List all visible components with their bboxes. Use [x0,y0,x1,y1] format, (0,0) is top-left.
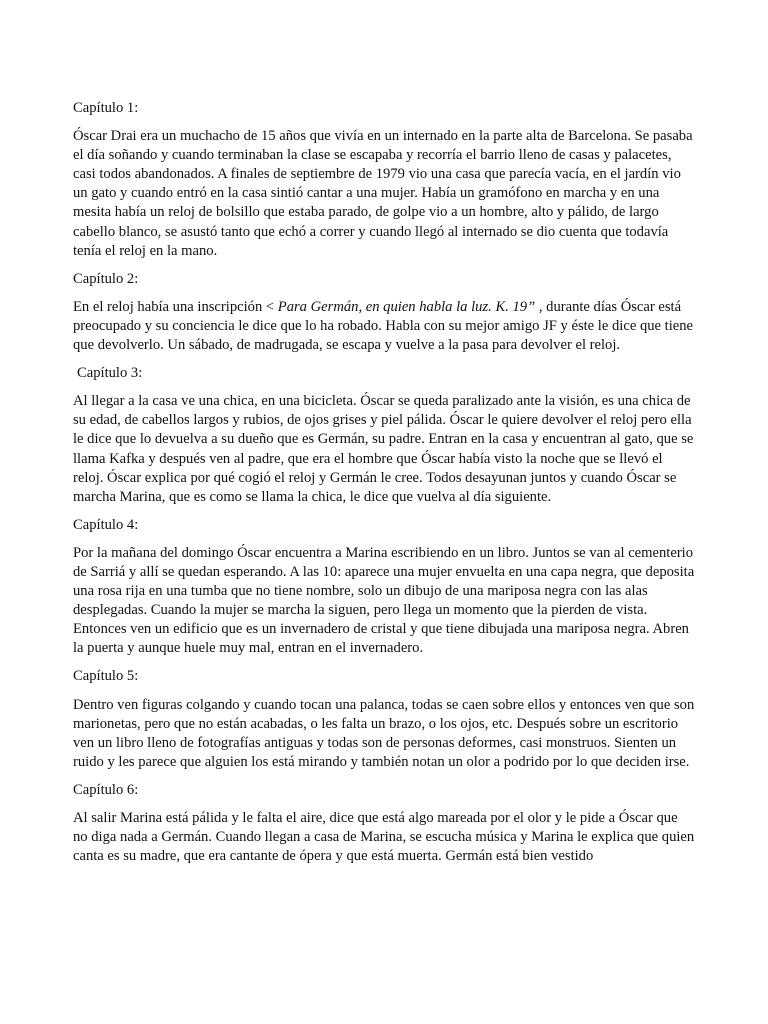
watch-inscription: Para Germán, en quien habla la luz. K. 19” [277,298,536,315]
chapter-3-text: Al llegar a la casa ve una chica, en una bicicleta. Óscar se queda paralizado ante la visión, es una chica de su edad, de cabellos largos y rubios, de ojos grises y piel pálida. Óscar le quiere devolver el reloj pero ella le dice que lo devuelva a su dueño que es Germán, su padre. Entran en la casa y encuentran al gato, que se llama Kafka y después ven al padre, que era el hombre que Óscar había visto la noche que se llevó el reloj. Óscar explica por qué cogió el reloj y Germán le cree. Todos desayunan juntos y cuando Óscar se marcha Marina, que es como se llama la chica, le dice que vuelva al día siguiente. [73,393,694,505]
chapter-6-text: Al salir Marina está pálida y le falta el aire, dice que está algo mareada por el olor y le pide a Óscar que no diga nada a Germán. Cuando llegan a casa de Marina, se escucha música y Marina le explica que quien canta es su madre, que era cantante de ópera y que está muerta. Germán está bien vestido [73,810,695,865]
chapter-5-text: Dentro ven figuras colgando y cuando tocan una palanca, todas se caen sobre ellos y entonces ven que son marionetas, pero que no están acabadas, o les falta un brazo, o los ojos, etc. Después sobre un escritorio ven un libro lleno de fotografías antiguas y todas son de personas deformes, casi monstruos. Sienten un ruido y les parece que alguien los está mirando y también notan un olor a podrido por lo que deciden irse. [73,696,695,770]
document-page [73,99,695,875]
chapter-1-text: Óscar Drai era un muchacho de 15 años que vivía en un internado en la parte alta de Barcelona. Se pasaba el día soñando y cuando terminaban la clase se escapaba y recorría el barrio lleno de casas y palacetes, casi todos abandonados. A finales de septiembre de 1979 vio una casa que parecía vacía, en el jardín vio un gato y cuando entró en la casa sintió cantar a una mujer. Había un gramófono en marcha y en una mesita había un reloj de bolsillo que estaba parado, de golpe vio a un hombre, alto y pálido, de largo cabello blanco, se asustó tanto que echó a correr y cuando llegó al internado se dio cuenta que todavía tenía el reloj en la mano. [73,128,693,259]
chapter-5-heading: Capítulo 5: [73,668,139,685]
chapter-2-text-before: En el reloj había una inscripción < [73,298,278,315]
chapter-3-heading: Capítulo 3: [77,365,143,382]
chapter-2-text [73,298,695,355]
chapter-6-heading: Capítulo 6: [73,781,139,798]
chapter-1-heading: Capítulo 1: [73,100,139,116]
chapter-4-heading: Capítulo 4: [73,516,139,533]
chapter-2-heading: Capítulo 2: [73,270,139,287]
chapter-4-text: Por la mañana del domingo Óscar encuentra a Marina escribiendo en un libro. Juntos se van al cementerio de Sarriá y allí se quedan esperando. A las 10: aparece una mujer envuelta en una capa negra, que deposita una rosa rija en una tumba que no tiene nombre, solo un dibujo de una mariposa negra con las alas desplegadas. Cuando la mujer se marcha la siguen, pero llega un momento que la pierden de vista. Entonces ven un edificio que es un invernadero de cristal y que tiene dibujada una mariposa negra. Abren la puerta y aunque huele muy mal, entran en el invernadero. [73,544,695,657]
chapter-2-text-after: , durante días Óscar está preocupado y su conciencia le dice que lo ha robado. Habla con su mejor amigo JF y éste le dice que tiene que devolverlo. Un sábado, de madrugada, se escapa y vuelve a la pasa para devolver el reloj. [73,298,694,354]
